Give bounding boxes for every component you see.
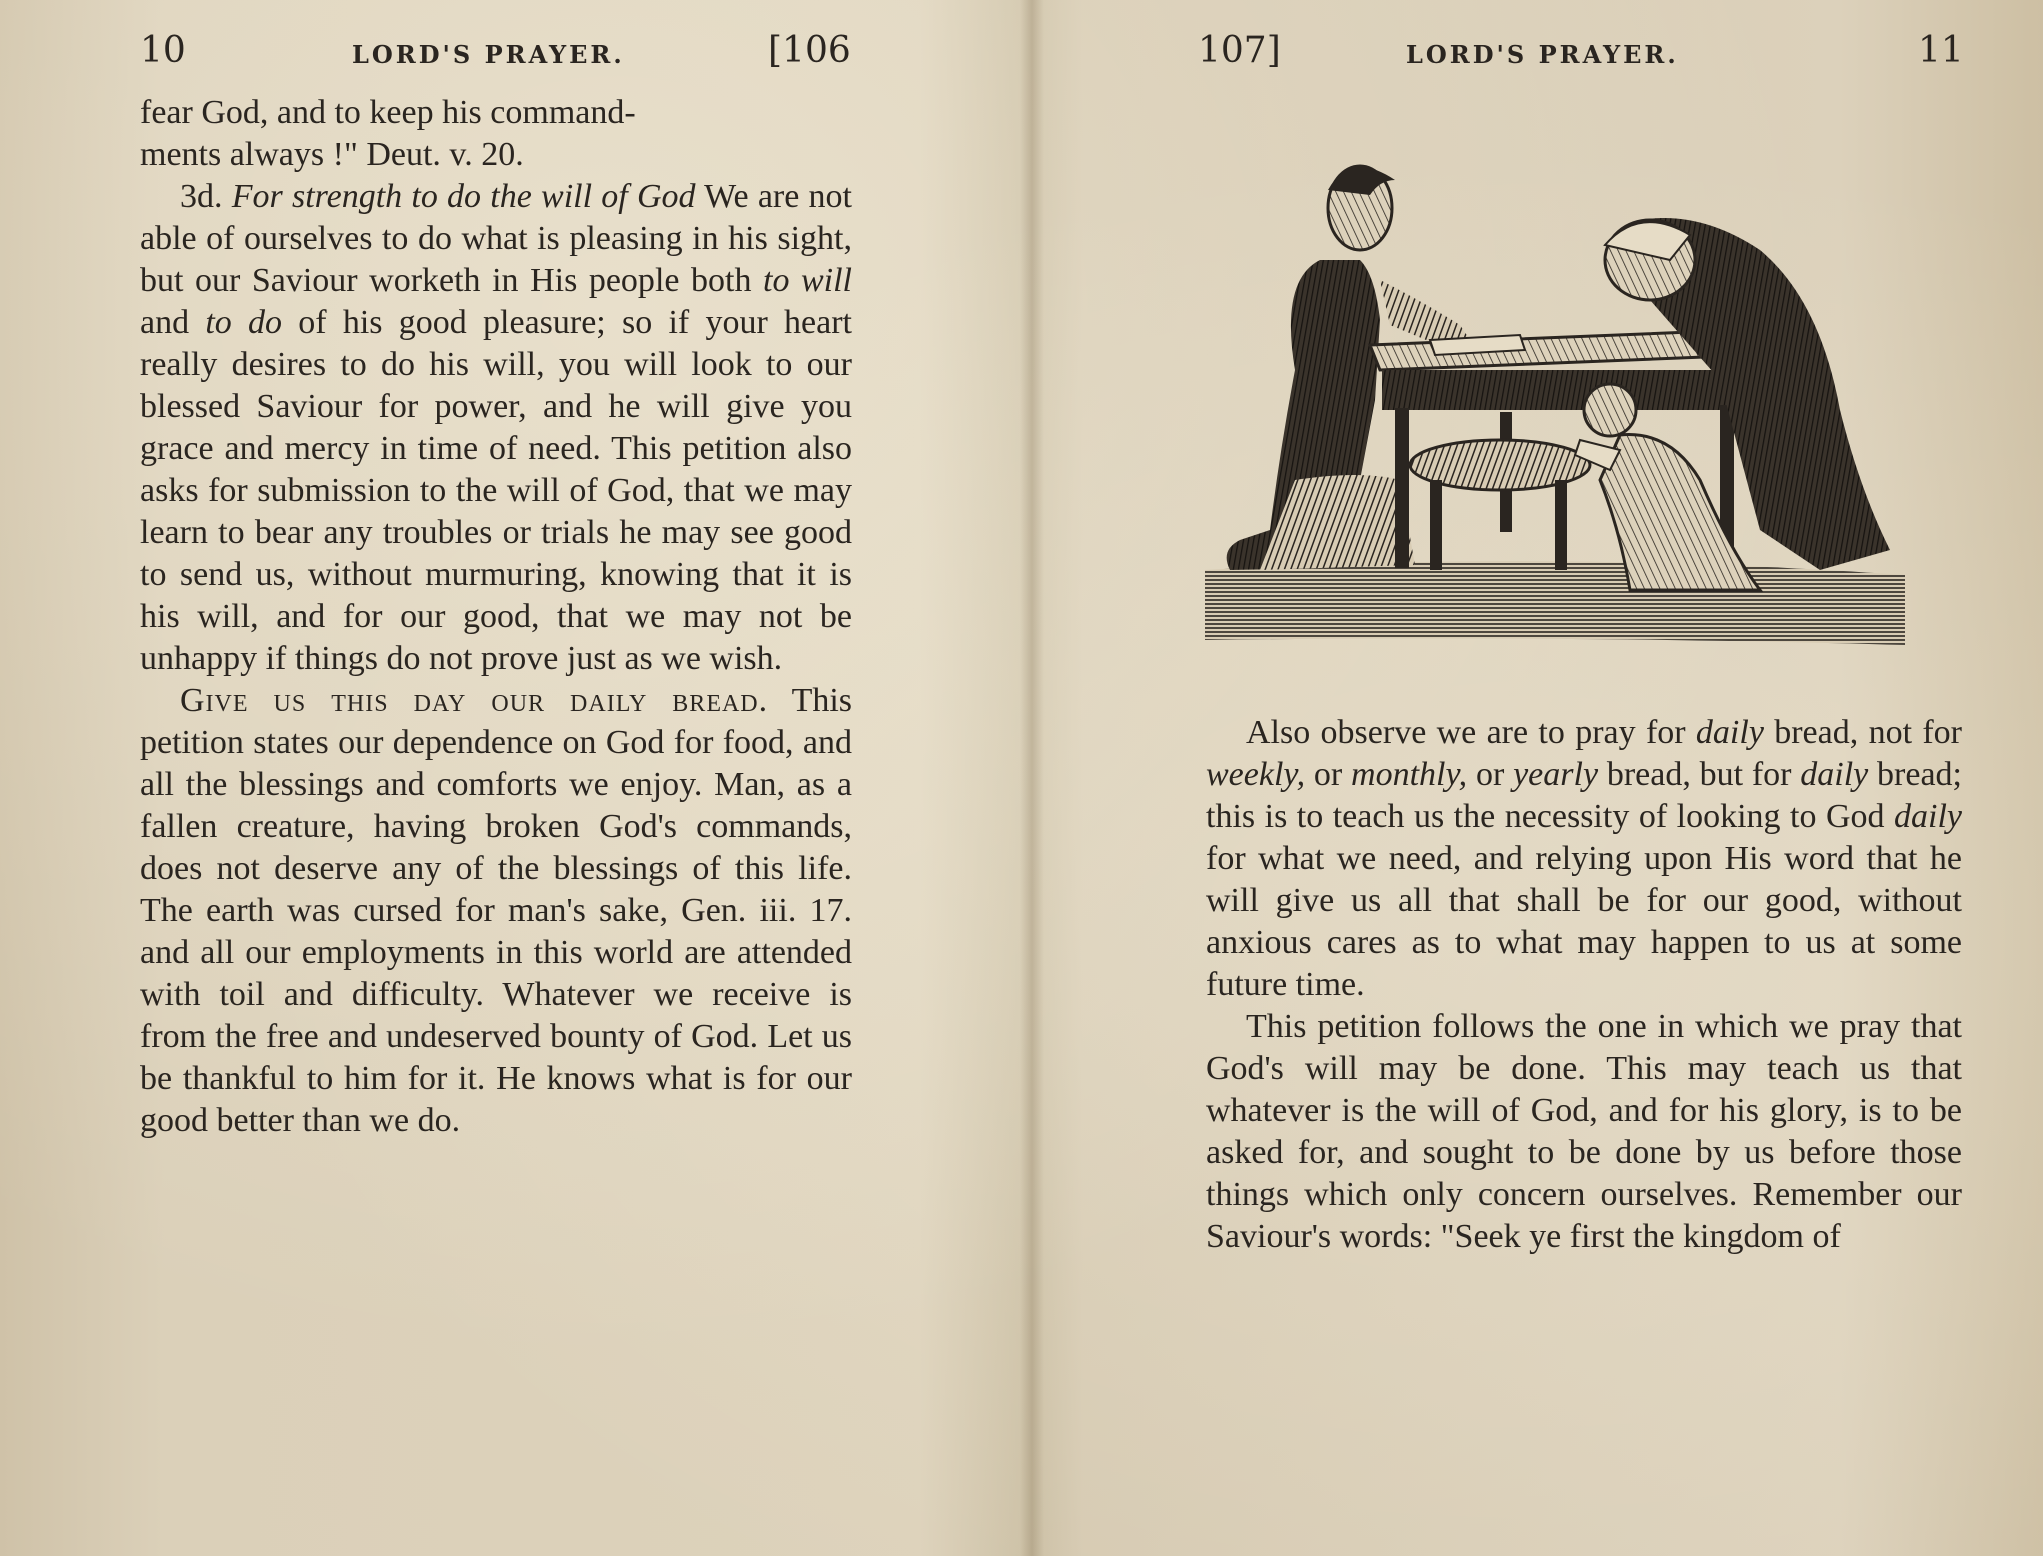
left-para-line-1: fear God, and to keep his command- [140,94,636,131]
section-3d-i1: to will [763,262,852,299]
left-section-3d [140,176,852,680]
family-prayer-engraving-icon [1200,150,1910,650]
left-page [0,0,1020,1556]
left-running-title: LORD'S PRAYER. [352,40,625,69]
right-p1-t4: or [1467,756,1514,793]
left-page-body [140,92,852,1142]
right-p1-i4: yearly [1513,756,1599,793]
section-3d-t3: of his good pleasure; so if your heart really desires to do his will, you will look to our blessed Saviour for power, and he will give you grace and mercy in time of need. This petition also asks for submission to the will of God, that we may learn to bear any troubles or trials he may see good to send us, without murmuring, knowing that it is his will, and for our good, that we may not be unhappy if things do not prove just as we wish. [140,304,853,677]
section-3d-label: 3d. [180,178,223,215]
right-p1-i1: daily [1695,714,1764,751]
left-page-header [140,30,860,80]
section-3d-t1: We are not able of ourselves to do what is pleasing in his sight, but our Saviour worketh in His people both [140,178,853,299]
left-page-number: 10 [140,30,186,71]
section-3d-heading: For strength to do the will of God [231,178,696,215]
left-para-line-2: ments always !" Deut. v. 20. [140,136,524,173]
right-running-title: LORD'S PRAYER. [1406,40,1679,69]
right-p1-i6: daily [1894,798,1962,835]
right-original-page-number: 107] [1198,30,1281,71]
section-3d-i2: to do [205,304,283,341]
right-para-daily [1206,712,1962,1006]
left-original-page-number: [106 [768,30,851,71]
petition-heading: Give us this day our daily bread. [180,682,769,719]
right-p1-t7: for what we need, and relying upon His word that he will give us all that shall be for our good, without anxious cares as to what may happen to us at some future time. [1206,840,1962,1003]
book-gutter [1020,0,1044,1556]
right-p1-i2: weekly, [1206,756,1306,793]
right-page-body [1206,712,1962,1258]
right-p1-t2: bread, not for [1763,714,1962,751]
right-p1-i5: daily [1800,756,1869,793]
right-p1-t6: bread; this is to teach us the necessity of looking to God [1206,756,1962,835]
right-p1-t1: Also observe we are to pray for [1246,714,1696,751]
right-p1-t3: or [1305,756,1352,793]
left-para-continuation [140,92,852,176]
floor-shading [1205,561,1905,645]
right-p1-i3: monthly, [1351,756,1468,793]
daily-bread-paragraph: This petition states our dependence on God for food, and all the blessings and comforts we enjoy. Man, as a fallen creature, having broken God's commands, does not deserve any of the blessings of this life. The earth was cursed for man's sake, Gen. iii. 17. and all our employments in this world are attended with toil and difficulty. Whatever we receive is from the free and undeserved bounty of God. Let us be thankful to him for it. He knows what is for our good better than we do. [140,682,853,1139]
right-page-number: 11 [1918,30,1964,71]
right-p1-t5: bread, but for [1598,756,1801,793]
right-page-header [1198,30,1964,80]
section-3d-t2: and [140,304,206,341]
left-daily-bread-section [140,680,852,1142]
right-para-will: This petition follows the one in which we pray that God's will may be done. This may teach us that whatever is the will of God, and for his glory, is to be asked for, and sought to be done by us before those things which only concern ourselves. Remember our Saviour's words: "Seek ye first the kingdom of [1206,1008,1962,1255]
